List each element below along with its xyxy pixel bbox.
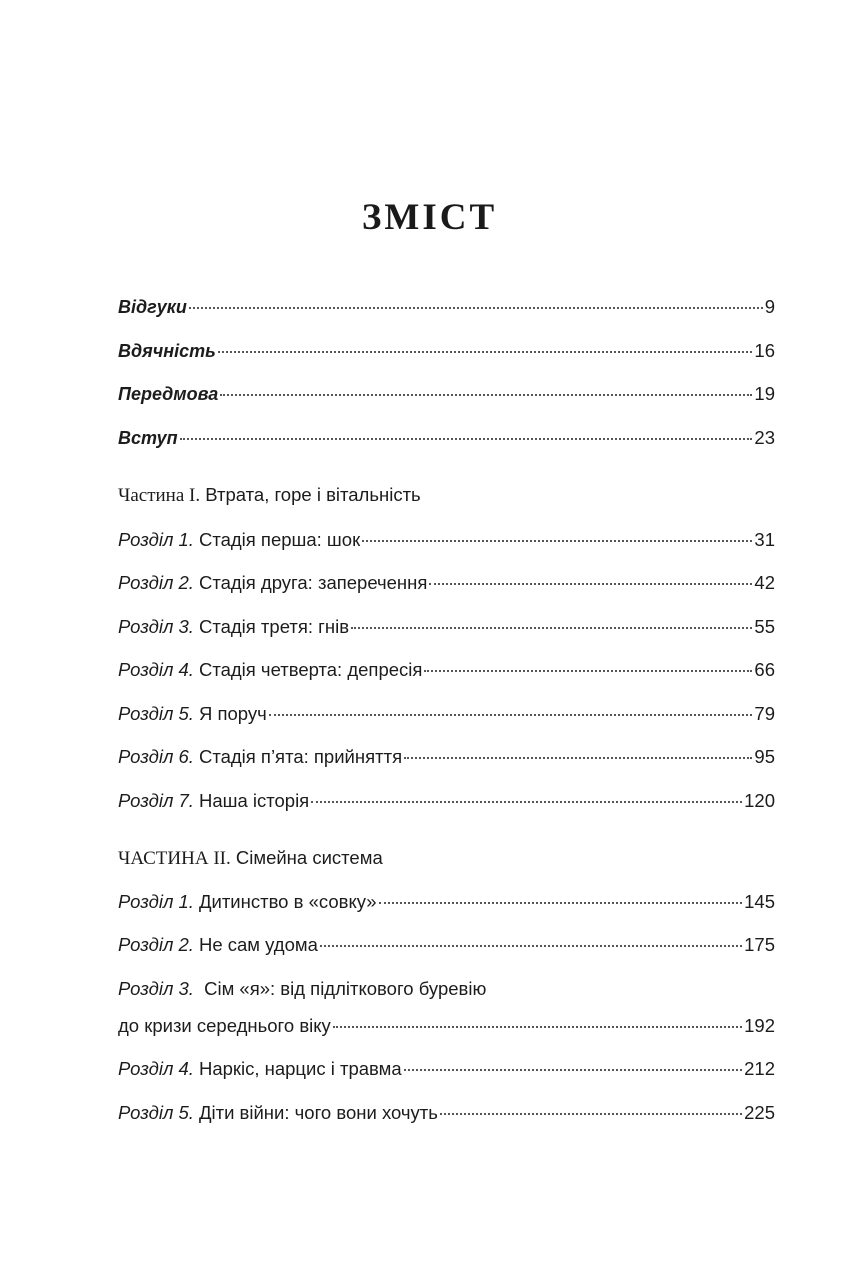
toc-entry-vidhuky[interactable] <box>118 293 775 321</box>
toc-entry-vdiachnist[interactable] <box>118 337 775 365</box>
chapter-prefix: Розділ 1. <box>118 891 194 912</box>
page-number: 55 <box>754 616 775 637</box>
toc-entry-chapter-continuation[interactable] <box>118 1012 775 1040</box>
part-heading-1 <box>118 481 421 510</box>
entry-title: Відгуки <box>118 297 187 317</box>
chapter-title: Стадія п’ята: прийняття <box>198 746 403 767</box>
chapter-title: Стадія перша: шок <box>198 529 361 550</box>
toc-entry-chapter[interactable] <box>118 613 775 641</box>
chapter-title: Стадія четверта: депресія <box>198 659 423 680</box>
chapter-prefix: Розділ 3. <box>118 978 194 999</box>
toc-entry-chapter[interactable] <box>118 569 775 597</box>
toc-entry-chapter[interactable] <box>118 656 775 684</box>
chapter-prefix: Розділ 6. <box>118 746 194 767</box>
toc-entry-vstup[interactable] <box>118 424 775 452</box>
chapter-title: Стадія друга: заперечення <box>198 572 428 593</box>
chapter-prefix: Розділ 7. <box>118 790 194 811</box>
part-prefix: ЧАСТИНА ІІ. <box>118 848 231 869</box>
toc-entry-chapter[interactable] <box>118 1055 775 1083</box>
dot-leader <box>351 626 752 629</box>
page-title: ЗМІСТ <box>361 196 498 238</box>
toc-entry-chapter[interactable] <box>118 931 775 959</box>
toc-entry-peredmova[interactable] <box>118 380 775 408</box>
page-number: 42 <box>754 572 775 593</box>
chapter-title: Діти війни: чого вони хочуть <box>198 1102 438 1123</box>
page-number: 9 <box>764 296 775 317</box>
chapter-title: Наркіс, нарцис і травма <box>198 1058 402 1079</box>
dot-leader <box>404 756 752 759</box>
dot-leader <box>424 669 752 672</box>
chapter-prefix: Розділ 2. <box>118 572 194 593</box>
dot-leader <box>311 800 742 803</box>
chapter-title: Стадія третя: гнів <box>198 616 350 637</box>
page-number: 175 <box>744 934 775 955</box>
dot-leader <box>333 1025 742 1028</box>
chapter-prefix: Розділ 4. <box>118 1058 194 1079</box>
entry-title: Передмова <box>118 384 219 404</box>
page-number: 120 <box>744 790 775 811</box>
toc-entry-chapter[interactable] <box>118 888 775 916</box>
page-number: 31 <box>754 529 775 550</box>
toc-entry-chapter[interactable] <box>118 743 775 771</box>
toc-entry-chapter-first-line[interactable] <box>118 975 486 1003</box>
chapter-prefix: Розділ 1. <box>118 529 194 550</box>
chapter-title: Наша історія <box>198 790 310 811</box>
entry-title: Вдячність <box>118 341 216 361</box>
page-number: 212 <box>744 1058 775 1079</box>
toc-entry-chapter[interactable] <box>118 700 775 728</box>
page-number: 19 <box>754 383 775 404</box>
chapter-title: Я поруч <box>198 703 267 724</box>
dot-leader <box>440 1112 742 1115</box>
page-number: 225 <box>744 1102 775 1123</box>
toc-entry-chapter[interactable] <box>118 787 775 815</box>
dot-leader <box>320 944 742 947</box>
dot-leader <box>362 539 752 542</box>
chapter-title: Сім «я»: від підліткового буревію <box>204 978 487 999</box>
dot-leader <box>269 713 753 716</box>
part-title: Сімейна система <box>235 847 383 868</box>
page-number: 192 <box>744 1015 775 1036</box>
chapter-prefix: Розділ 2. <box>118 934 194 955</box>
part-prefix: Частина І. <box>118 485 201 506</box>
chapter-title: Дитинство в «совку» <box>198 891 377 912</box>
dot-leader <box>404 1068 742 1071</box>
page-number: 79 <box>754 703 775 724</box>
page-number: 23 <box>754 427 775 448</box>
chapter-title: Не сам удома <box>198 934 318 955</box>
chapter-prefix: Розділ 3. <box>118 616 194 637</box>
toc-entry-chapter[interactable] <box>118 1099 775 1127</box>
part-title: Втрата, горе і вітальність <box>205 484 421 505</box>
chapter-prefix: Розділ 5. <box>118 703 194 724</box>
page-number: 16 <box>754 340 775 361</box>
toc-entry-chapter[interactable] <box>118 526 775 554</box>
dot-leader <box>218 350 753 353</box>
page-number: 145 <box>744 891 775 912</box>
dot-leader <box>220 393 752 396</box>
dot-leader <box>180 437 753 440</box>
entry-title: Вступ <box>118 428 178 448</box>
part-heading-2 <box>118 844 383 873</box>
chapter-title-continuation: до кризи середнього віку <box>118 1015 331 1036</box>
page-number: 95 <box>754 746 775 767</box>
chapter-prefix: Розділ 5. <box>118 1102 194 1123</box>
chapter-prefix: Розділ 4. <box>118 659 194 680</box>
dot-leader <box>429 582 752 585</box>
page-number: 66 <box>754 659 775 680</box>
dot-leader <box>189 306 763 309</box>
dot-leader <box>379 901 743 904</box>
